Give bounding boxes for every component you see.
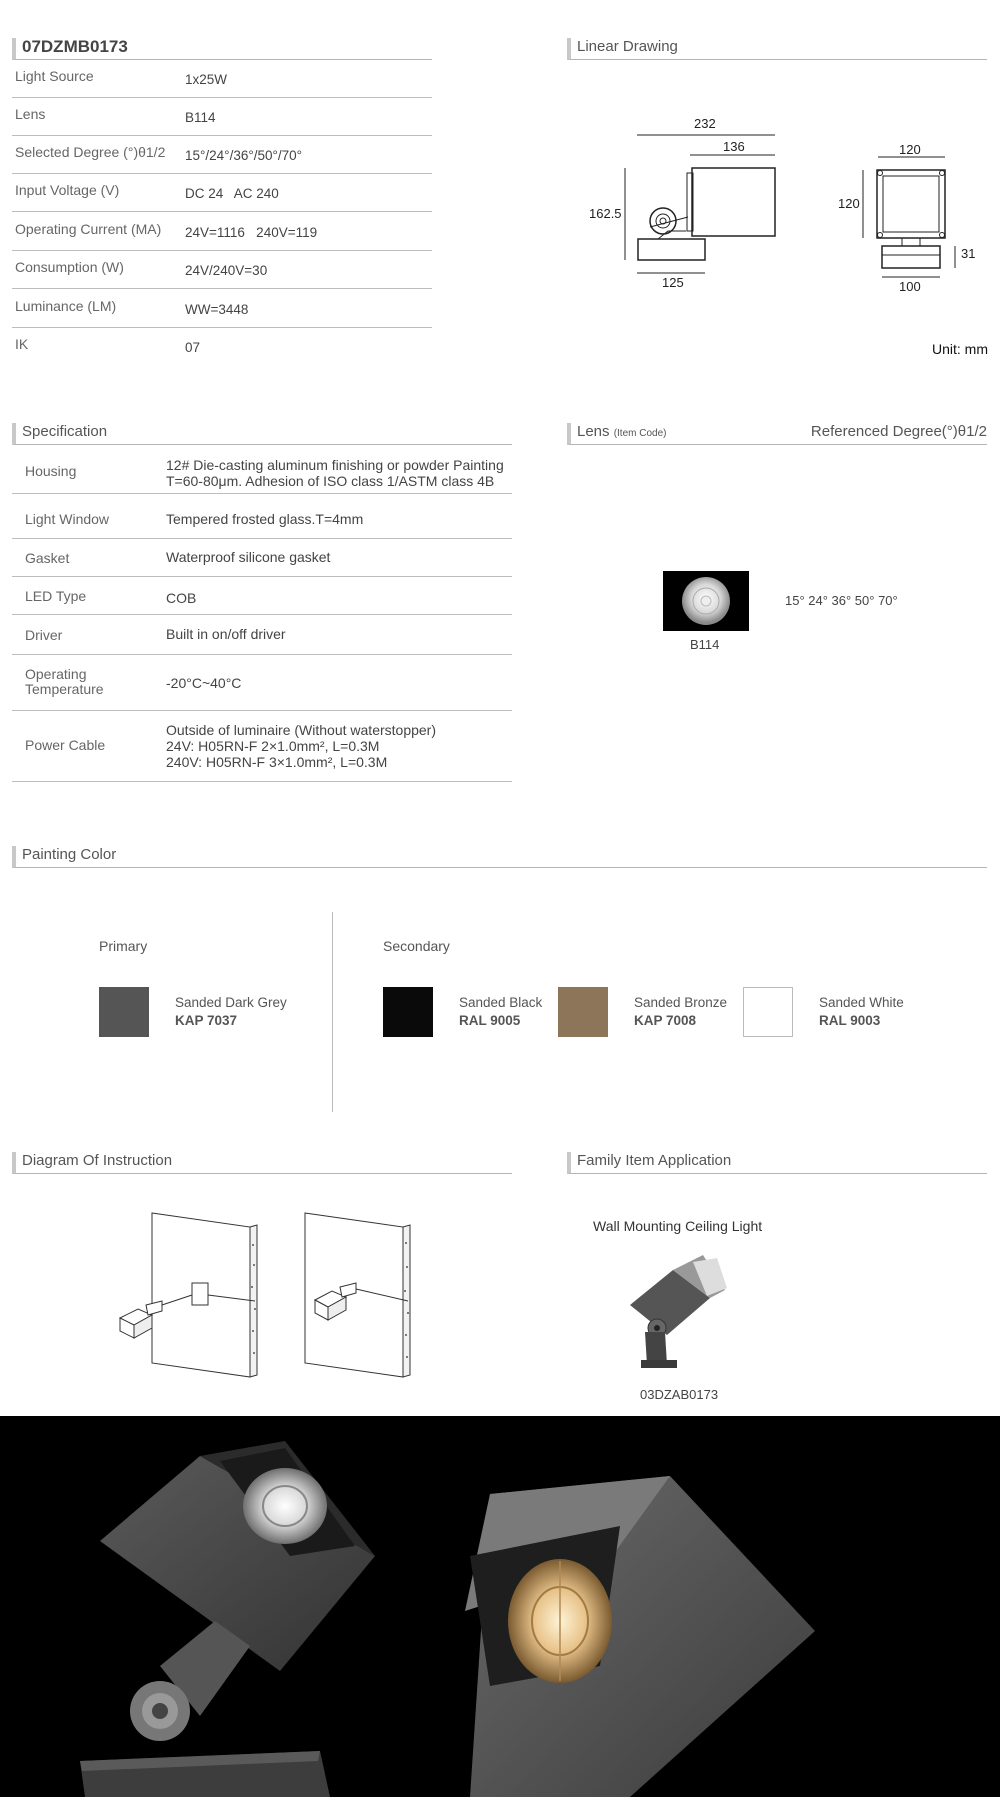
spec-value-line: 24V: H05RN-F 2×1.0mm², L=0.3M [166,738,380,754]
spec-value-line: COB [166,590,197,606]
specification-header [12,423,512,445]
primary-label: Primary [99,938,148,954]
dim-front-width: 120 [899,142,921,157]
spec-row [12,615,512,655]
spec-value-line: T=60-80μm. Adhesion of ISO class 1/ASTM class 4B [166,473,495,489]
product-code-header [12,38,432,60]
instruction-header [12,1152,512,1174]
family-title: Family Item Application [577,1152,732,1169]
attr-value: B114 [185,110,216,125]
color-swatch [743,987,793,1037]
linear-drawing-title: Linear Drawing [577,38,678,55]
attr-row [12,213,432,251]
spec-value-line: 240V: H05RN-F 3×1.0mm², L=0.3M [166,754,388,770]
color-code: RAL 9003 [819,1013,881,1028]
dim-height: 162.5 [589,206,622,221]
attr-label: Consumption (W) [15,259,124,275]
spec-value-line: -20°C~40°C [166,675,242,691]
spec-value-line: Outside of luminaire (Without waterstopper) [166,722,436,738]
lens-icon [663,571,749,631]
lens-image [663,571,749,631]
spec-value-line: Tempered frosted glass.T=4mm [166,511,364,527]
attr-value: DC 24 AC 240 [185,186,279,201]
spec-label: Housing [25,463,77,479]
color-swatch [558,987,608,1037]
lens-title: Lens [577,423,610,440]
spec-label: Operating [25,666,87,682]
spec-row [12,577,512,615]
spec-row [12,655,512,711]
attr-value: 1x25W [185,72,228,87]
product-code: 07DZMB0173 [22,37,128,56]
color-code: RAL 9005 [459,1013,521,1028]
spec-row [12,711,512,782]
spec-label: Temperature [25,681,104,697]
dim-base-height: 31 [961,246,976,261]
product-photo [0,1416,1000,1797]
spec-label: Driver [25,627,63,643]
attr-row [12,328,432,366]
instruction-title: Diagram Of Instruction [22,1152,173,1169]
lens-degree-title: Referenced Degree(°)θ1/2 [810,423,987,440]
family-item-image [625,1250,735,1370]
attr-value: WW=3448 [185,302,249,317]
instruction-diagram [110,1205,420,1380]
linear-drawing [570,105,990,305]
attr-label: Luminance (LM) [15,298,117,314]
family-header [567,1152,987,1174]
painting-title: Painting Color [22,846,117,863]
dim-side-width: 232 [694,116,716,131]
spec-label: LED Type [25,588,87,604]
lens-item-code: B114 [690,637,720,652]
dim-head-width: 136 [723,139,745,154]
spec-value-line: Waterproof silicone gasket [166,549,331,565]
lens-degrees: 15° 24° 36° 50° 70° [785,593,898,608]
attr-label: IK [15,336,29,352]
spec-row [12,493,512,539]
color-name: Sanded White [819,995,904,1010]
color-swatch [383,987,433,1037]
spec-value-line: Built in on/off driver [166,626,286,642]
attr-row [12,98,432,136]
lens-header [567,423,987,445]
lens-title-note: (Item Code) [613,428,667,439]
product-photo-art [0,1416,1000,1797]
attr-row [12,290,432,328]
color-name: Sanded Black [459,995,543,1010]
attr-value: 24V=1116 240V=119 [185,225,318,240]
unit-label: Unit: mm [932,341,988,357]
spec-label: Light Window [25,511,110,527]
attr-row [12,251,432,289]
specification-title: Specification [22,423,108,440]
attr-label: Selected Degree (°)θ1/2 [15,144,166,160]
painting-header [12,846,987,868]
attr-row [12,60,432,98]
linear-drawing-header [567,38,987,60]
attr-value: 07 [185,340,201,355]
color-code: KAP 7008 [634,1013,697,1028]
attr-label: Operating Current (MA) [15,221,162,237]
color-divider [332,912,333,1112]
secondary-label: Secondary [383,938,450,954]
spec-value-line: 12# Die-casting aluminum finishing or powder Painting [166,457,504,473]
spec-label: Gasket [25,550,70,566]
attr-label: Lens [15,106,46,122]
color-name: Sanded Dark Grey [175,995,287,1010]
spec-row [12,539,512,577]
attr-label: Light Source [15,68,94,84]
attr-label: Input Voltage (V) [15,182,120,198]
attr-row [12,136,432,174]
attr-row [12,174,432,212]
spec-label: Power Cable [25,737,106,753]
attr-value: 15°/24°/36°/50°/70° [185,148,303,163]
family-item-code: 03DZAB0173 [640,1387,719,1402]
dim-front-base-width: 100 [899,279,921,294]
color-swatch [99,987,149,1037]
dim-front-height: 120 [838,196,860,211]
attr-value: 24V/240V=30 [185,263,268,278]
color-code: KAP 7037 [175,1013,238,1028]
family-item-title: Wall Mounting Ceiling Light [593,1218,763,1234]
dim-base-width: 125 [662,275,684,290]
color-name: Sanded Bronze [634,995,728,1010]
